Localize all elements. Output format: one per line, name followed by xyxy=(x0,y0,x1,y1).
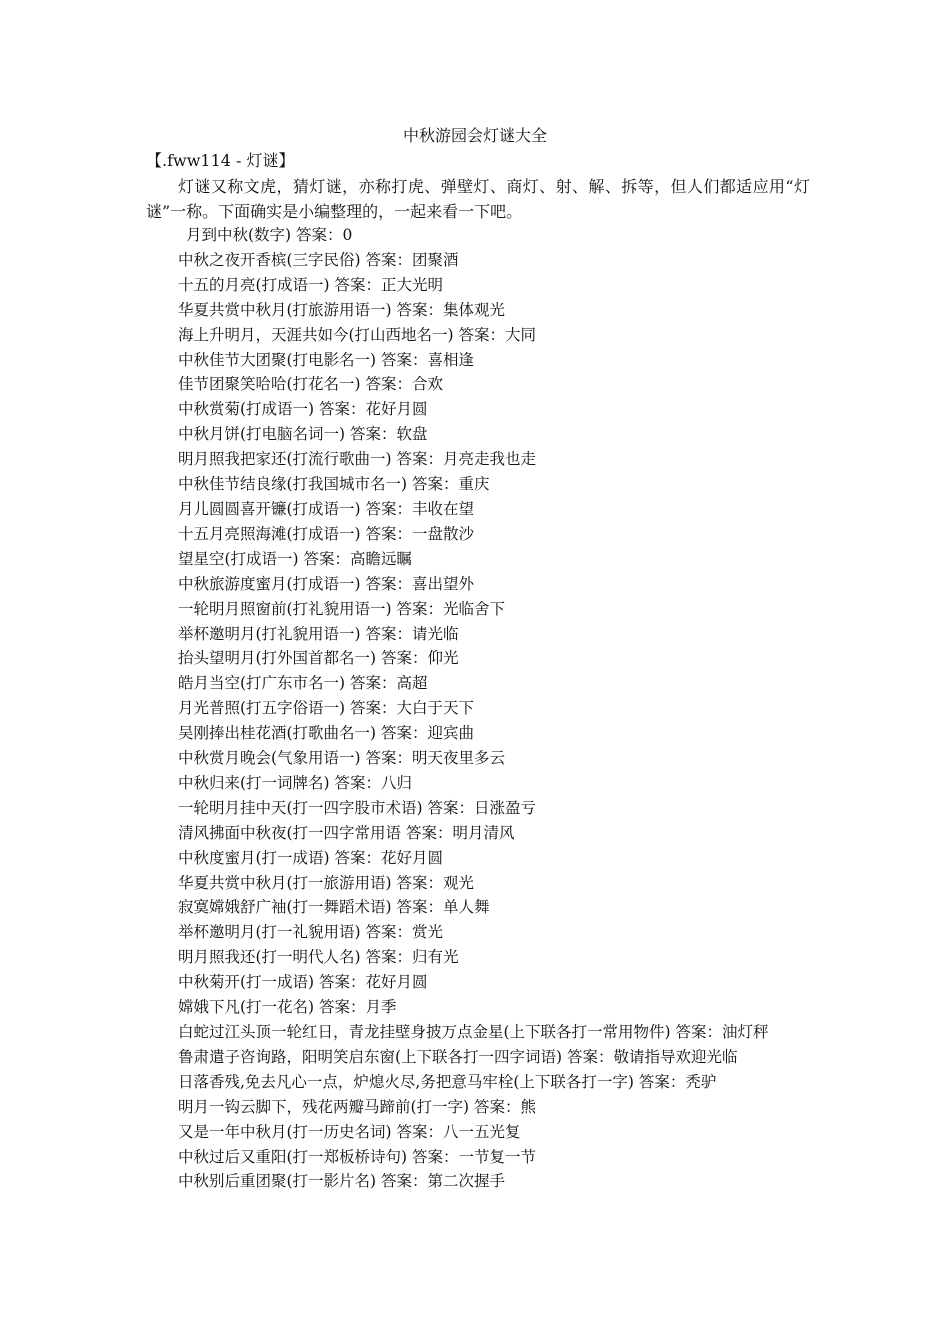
riddle-line: 海上升明月，天涯共如今(打山西地名一) 答案：大同 xyxy=(178,325,537,344)
riddle-line: 中秋过后又重阳(打一郑板桥诗句) 答案：一节复一节 xyxy=(178,1147,537,1166)
riddle-line: 中秋之夜开香槟(三字民俗) 答案：团聚酒 xyxy=(178,250,459,269)
riddle-line: 中秋佳节结良缘(打我国城市名一) 答案：重庆 xyxy=(178,475,490,494)
riddle-line: 中秋佳节大团聚(打电影名一) 答案：喜相逢 xyxy=(178,350,475,369)
riddle-line: 嫦娥下凡(打一花名) 答案：月季 xyxy=(178,998,397,1017)
document-title: 中秋游园会灯谜大全 xyxy=(402,126,547,145)
riddle-line: 月儿圆圆喜开镰(打成语一) 答案：丰收在望 xyxy=(178,499,475,518)
riddle-line: 中秋月饼(打电脑名词一) 答案：软盘 xyxy=(178,425,428,444)
riddle-line: 明月一钩云脚下，残花两瓣马蹄前(打一字) 答案：熊 xyxy=(178,1097,537,1116)
riddle-line: 皓月当空(打广东市名一) 答案：高超 xyxy=(178,674,428,693)
riddle-line: 华夏共赏中秋月(打一旅游用语) 答案：观光 xyxy=(178,873,475,892)
riddle-line: 十五月亮照海滩(打成语一) 答案：一盘散沙 xyxy=(178,524,475,543)
riddle-line: 月到中秋(数字) 答案：0 xyxy=(186,226,353,244)
riddle-line: 中秋旅游度蜜月(打成语一) 答案：喜出望外 xyxy=(178,574,475,593)
riddle-line: 中秋赏月晚会(气象用语一) 答案：明天夜里多云 xyxy=(178,749,506,768)
riddle-line: 月光普照(打五字俗语一) 答案：大白于天下 xyxy=(178,699,475,718)
riddle-line: 明月照我还(打一明代人名) 答案：归有光 xyxy=(178,948,459,967)
riddle-line: 中秋归来(打一词牌名) 答案：八归 xyxy=(178,773,413,792)
riddle-line: 一轮明月挂中天(打一四字股市术语) 答案：日涨盈亏 xyxy=(178,798,537,817)
riddle-list xyxy=(146,223,810,1194)
riddle-line: 又是一年中秋月(打一历史名词) 答案：八一五光复 xyxy=(178,1122,521,1141)
riddle-line: 十五的月亮(打成语一) 答案：正大光明 xyxy=(178,275,444,294)
riddle-line: 中秋度蜜月(打一成语) 答案：花好月圆 xyxy=(178,848,444,867)
riddle-line: 华夏共赏中秋月(打旅游用语一) 答案：集体观光 xyxy=(178,300,506,319)
riddle-line: 抬头望明月(打外国首都名一) 答案：仰光 xyxy=(178,649,459,668)
intro-paragraph: 灯谜又称文虎，猜灯谜，亦称打虎、弹壁灯、商灯、射、解、拆等，但人们都适应用“灯谜”一称。下面确实是小编整理的，一起来看一下吧。 xyxy=(146,177,810,221)
riddle-line: 清风拂面中秋夜(打一四字常用语 答案：明月清风 xyxy=(178,823,515,842)
riddle-line: 举杯邀明月(打礼貌用语一) 答案：请光临 xyxy=(178,624,459,643)
riddle-line: 中秋菊开(打一成语) 答案：花好月圆 xyxy=(178,973,428,992)
riddle-line: 白蛇过江头顶一轮红日，青龙挂壁身披万点金星(上下联各打一常用物件) 答案：油灯秤 xyxy=(178,1023,769,1041)
riddle-line: 吴刚捧出桂花酒(打歌曲名一) 答案：迎宾曲 xyxy=(178,724,475,743)
riddle-line: 中秋赏菊(打成语一) 答案：花好月圆 xyxy=(178,400,428,419)
riddle-line: 寂寞嫦娥舒广袖(打一舞蹈术语) 答案：单人舞 xyxy=(178,898,490,917)
riddle-line: 佳节团聚笑哈哈(打花名一) 答案：合欢 xyxy=(178,375,444,394)
riddle-line: 明月照我把家还(打流行歌曲一) 答案：月亮走我也走 xyxy=(178,450,537,469)
riddle-line: 中秋别后重团聚(打一影片名) 答案：第二次握手 xyxy=(178,1172,506,1191)
riddle-line: 望星空(打成语一) 答案：高瞻远瞩 xyxy=(178,549,413,568)
riddle-line: 日落香残,免去凡心一点，炉熄火尽,务把意马牢栓(上下联各打一字) 答案：秃驴 xyxy=(178,1072,717,1091)
riddle-line: 鲁肃遣子咨询路，阳明笑启东窗(上下联各打一四字词语) 答案：敬请指导欢迎光临 xyxy=(178,1047,738,1066)
category-tag: 【.fww114 - 灯谜】 xyxy=(146,151,295,170)
riddle-line: 一轮明月照窗前(打礼貌用语一) 答案：光临舍下 xyxy=(178,599,506,618)
riddle-line: 举杯邀明月(打一礼貌用语) 答案：赏光 xyxy=(178,923,444,942)
